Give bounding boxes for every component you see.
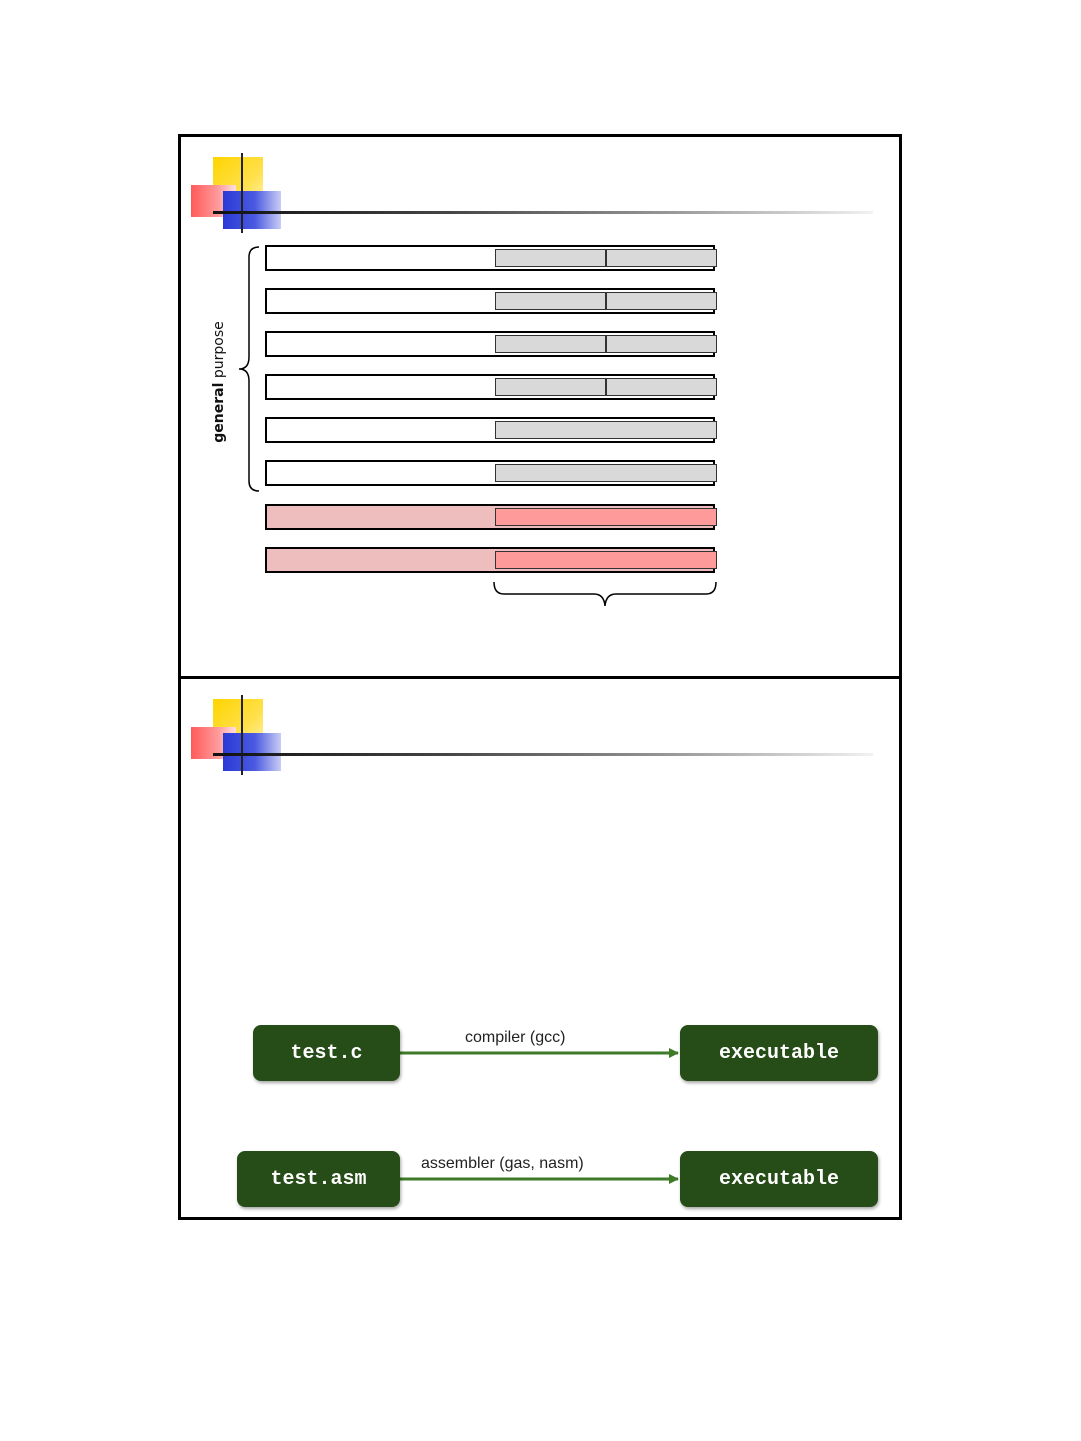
register-row [265, 374, 715, 400]
general-purpose-label [211, 312, 231, 452]
slide-registers [178, 134, 902, 679]
node-test-asm: test.asm [237, 1151, 400, 1207]
logo-blue-square [223, 191, 281, 229]
general-purpose-label-bold: general [211, 382, 227, 443]
register-low-word [495, 508, 717, 526]
slide-logo-decoration [191, 155, 891, 235]
register-row [265, 460, 715, 486]
register-row-special [265, 547, 715, 573]
register-row [265, 245, 715, 271]
assembler-label: assembler (gas, nasm) [421, 1155, 584, 1172]
flow-arrows [181, 679, 899, 1217]
lower-half-brace [492, 580, 718, 610]
register-low-byte [606, 249, 717, 267]
register-row [265, 331, 715, 357]
register-high-byte [495, 335, 606, 353]
compiler-label: compiler (gcc) [465, 1029, 566, 1046]
title-underline [213, 211, 873, 214]
logo-vertical-line [241, 153, 243, 233]
register-low-byte [606, 378, 717, 396]
register-low-word [495, 421, 717, 439]
node-executable: executable [680, 1025, 878, 1081]
register-row [265, 288, 715, 314]
register-high-byte [495, 249, 606, 267]
register-high-byte [495, 292, 606, 310]
register-low-word [495, 551, 717, 569]
register-low-byte [606, 335, 717, 353]
register-row-special [265, 504, 715, 530]
register-low-byte [606, 292, 717, 310]
register-high-byte [495, 378, 606, 396]
register-low-word [495, 464, 717, 482]
slide-compilation [178, 676, 902, 1220]
register-row [265, 417, 715, 443]
node-test-c: test.c [253, 1025, 400, 1081]
general-purpose-brace [235, 245, 265, 493]
node-executable: executable [680, 1151, 878, 1207]
general-purpose-label-rest: purpose [211, 321, 227, 383]
